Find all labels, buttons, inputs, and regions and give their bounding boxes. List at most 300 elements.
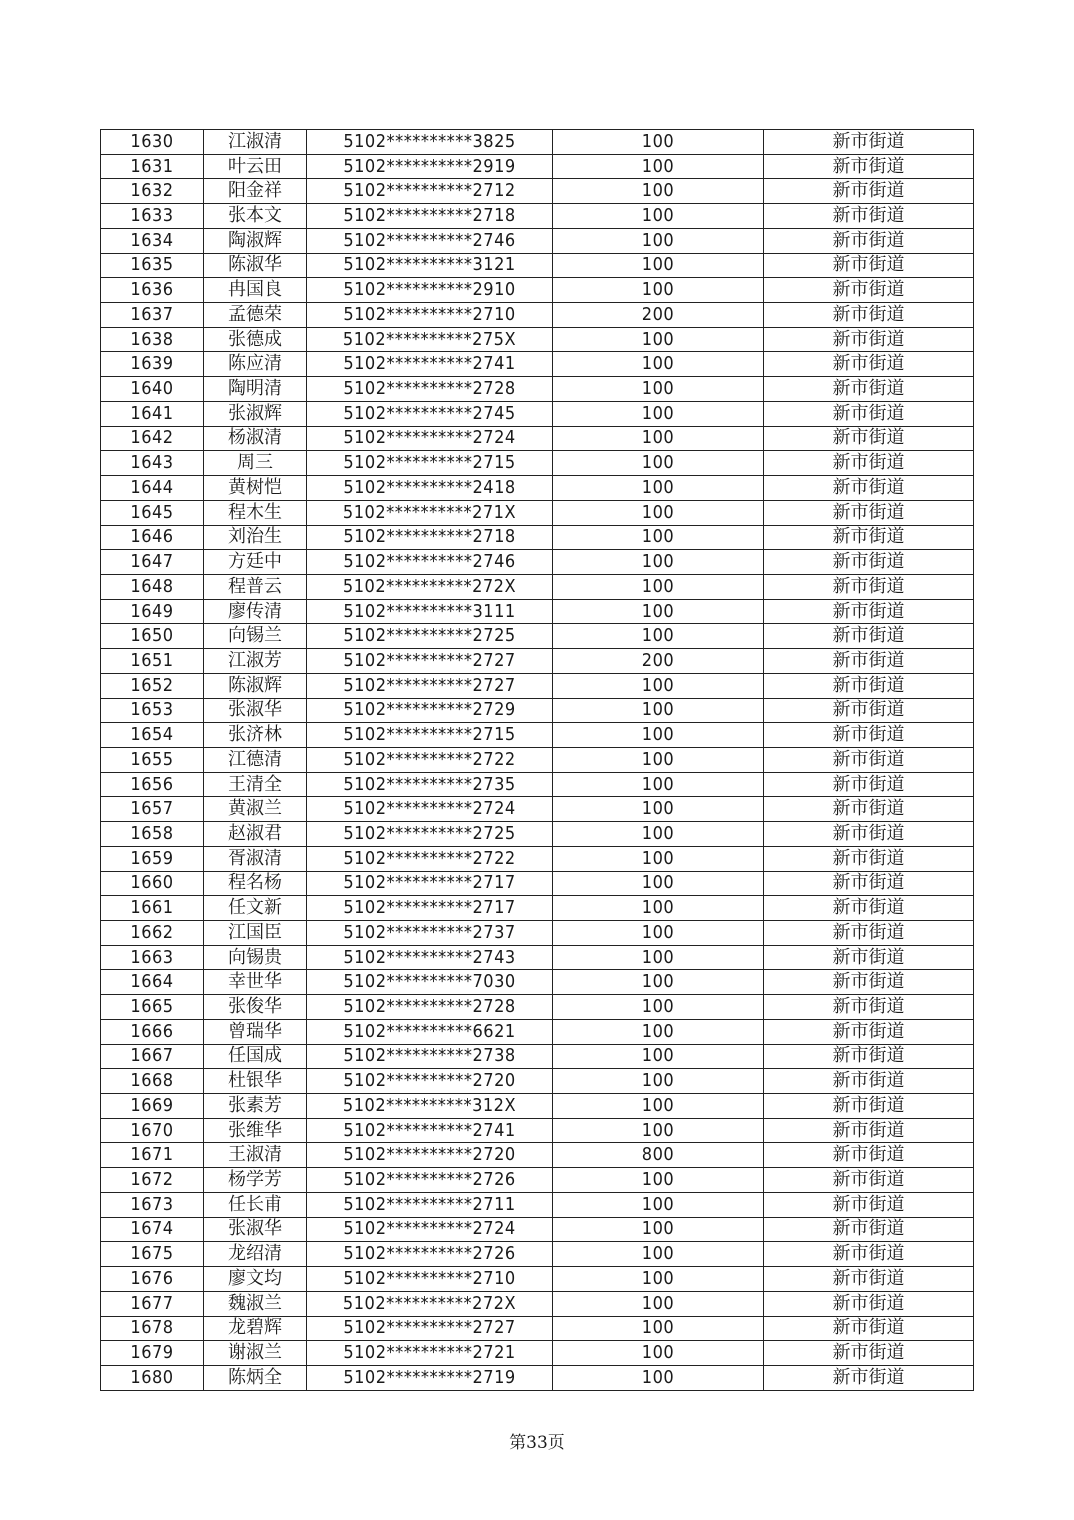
table-row bbox=[101, 1143, 974, 1168]
id-number-cell: 5102**********271X bbox=[307, 500, 553, 525]
street-cell: 新市街道 bbox=[764, 204, 974, 229]
street-cell: 新市街道 bbox=[764, 1069, 974, 1094]
amount-cell: 100 bbox=[553, 1168, 764, 1193]
serial-number-cell: 1635 bbox=[101, 253, 204, 278]
serial-number-cell: 1680 bbox=[101, 1365, 204, 1390]
amount-cell: 100 bbox=[553, 970, 764, 995]
street-cell: 新市街道 bbox=[764, 1143, 974, 1168]
amount-cell: 100 bbox=[553, 377, 764, 402]
serial-number-cell: 1652 bbox=[101, 673, 204, 698]
amount-cell: 100 bbox=[553, 1044, 764, 1069]
name-cell: 王淑清 bbox=[204, 1143, 307, 1168]
serial-number-cell: 1671 bbox=[101, 1143, 204, 1168]
street-cell: 新市街道 bbox=[764, 673, 974, 698]
table-row bbox=[101, 154, 974, 179]
street-cell: 新市街道 bbox=[764, 278, 974, 303]
name-cell: 陈应清 bbox=[204, 352, 307, 377]
table-row bbox=[101, 995, 974, 1020]
id-number-cell: 5102**********2726 bbox=[307, 1168, 553, 1193]
street-cell: 新市街道 bbox=[764, 1118, 974, 1143]
serial-number-cell: 1666 bbox=[101, 1019, 204, 1044]
amount-cell: 100 bbox=[553, 574, 764, 599]
amount-cell: 100 bbox=[553, 871, 764, 896]
serial-number-cell: 1665 bbox=[101, 995, 204, 1020]
amount-cell: 100 bbox=[553, 1291, 764, 1316]
street-cell: 新市街道 bbox=[764, 352, 974, 377]
amount-cell: 100 bbox=[553, 797, 764, 822]
serial-number-cell: 1636 bbox=[101, 278, 204, 303]
name-cell: 张济林 bbox=[204, 723, 307, 748]
id-number-cell: 5102**********2728 bbox=[307, 995, 553, 1020]
id-number-cell: 5102**********3825 bbox=[307, 130, 553, 155]
table-row bbox=[101, 1316, 974, 1341]
table-row bbox=[101, 352, 974, 377]
table-row bbox=[101, 1217, 974, 1242]
id-number-cell: 5102**********2722 bbox=[307, 747, 553, 772]
street-cell: 新市街道 bbox=[764, 426, 974, 451]
street-cell: 新市街道 bbox=[764, 574, 974, 599]
table-row bbox=[101, 1192, 974, 1217]
table-row bbox=[101, 1365, 974, 1390]
name-cell: 阳金祥 bbox=[204, 179, 307, 204]
street-cell: 新市街道 bbox=[764, 1267, 974, 1292]
street-cell: 新市街道 bbox=[764, 871, 974, 896]
id-number-cell: 5102**********7030 bbox=[307, 970, 553, 995]
table-row bbox=[101, 253, 974, 278]
serial-number-cell: 1663 bbox=[101, 945, 204, 970]
table-row bbox=[101, 1242, 974, 1267]
id-number-cell: 5102**********2715 bbox=[307, 723, 553, 748]
id-number-cell: 5102**********2418 bbox=[307, 476, 553, 501]
table-row bbox=[101, 550, 974, 575]
street-cell: 新市街道 bbox=[764, 303, 974, 328]
name-cell: 刘治生 bbox=[204, 525, 307, 550]
amount-cell: 100 bbox=[553, 698, 764, 723]
amount-cell: 100 bbox=[553, 253, 764, 278]
id-number-cell: 5102**********2725 bbox=[307, 822, 553, 847]
name-cell: 曾瑞华 bbox=[204, 1019, 307, 1044]
table-row bbox=[101, 500, 974, 525]
name-cell: 陶明清 bbox=[204, 377, 307, 402]
amount-cell: 100 bbox=[553, 1341, 764, 1366]
street-cell: 新市街道 bbox=[764, 698, 974, 723]
name-cell: 赵淑君 bbox=[204, 822, 307, 847]
street-cell: 新市街道 bbox=[764, 1044, 974, 1069]
subsidy-table bbox=[100, 129, 974, 1391]
table-row bbox=[101, 204, 974, 229]
name-cell: 周三 bbox=[204, 451, 307, 476]
name-cell: 张维华 bbox=[204, 1118, 307, 1143]
serial-number-cell: 1669 bbox=[101, 1094, 204, 1119]
amount-cell: 100 bbox=[553, 723, 764, 748]
name-cell: 程名杨 bbox=[204, 871, 307, 896]
street-cell: 新市街道 bbox=[764, 1316, 974, 1341]
serial-number-cell: 1633 bbox=[101, 204, 204, 229]
amount-cell: 100 bbox=[553, 822, 764, 847]
name-cell: 程普云 bbox=[204, 574, 307, 599]
id-number-cell: 5102**********2720 bbox=[307, 1069, 553, 1094]
id-number-cell: 5102**********275X bbox=[307, 327, 553, 352]
name-cell: 冉国良 bbox=[204, 278, 307, 303]
id-number-cell: 5102**********2741 bbox=[307, 352, 553, 377]
serial-number-cell: 1662 bbox=[101, 921, 204, 946]
serial-number-cell: 1640 bbox=[101, 377, 204, 402]
name-cell: 王清全 bbox=[204, 772, 307, 797]
name-cell: 胥淑清 bbox=[204, 846, 307, 871]
serial-number-cell: 1668 bbox=[101, 1069, 204, 1094]
id-number-cell: 5102**********2717 bbox=[307, 871, 553, 896]
id-number-cell: 5102**********2738 bbox=[307, 1044, 553, 1069]
table-row bbox=[101, 1267, 974, 1292]
name-cell: 张德成 bbox=[204, 327, 307, 352]
table-row bbox=[101, 476, 974, 501]
amount-cell: 100 bbox=[553, 747, 764, 772]
name-cell: 张本文 bbox=[204, 204, 307, 229]
serial-number-cell: 1673 bbox=[101, 1192, 204, 1217]
serial-number-cell: 1664 bbox=[101, 970, 204, 995]
table-row bbox=[101, 846, 974, 871]
name-cell: 陈淑华 bbox=[204, 253, 307, 278]
table-row bbox=[101, 179, 974, 204]
table-row bbox=[101, 649, 974, 674]
name-cell: 向锡贵 bbox=[204, 945, 307, 970]
street-cell: 新市街道 bbox=[764, 451, 974, 476]
serial-number-cell: 1650 bbox=[101, 624, 204, 649]
serial-number-cell: 1658 bbox=[101, 822, 204, 847]
table-row bbox=[101, 673, 974, 698]
amount-cell: 100 bbox=[553, 179, 764, 204]
id-number-cell: 5102**********2725 bbox=[307, 624, 553, 649]
table-row bbox=[101, 1019, 974, 1044]
amount-cell: 200 bbox=[553, 649, 764, 674]
id-number-cell: 5102**********2717 bbox=[307, 896, 553, 921]
street-cell: 新市街道 bbox=[764, 401, 974, 426]
street-cell: 新市街道 bbox=[764, 154, 974, 179]
amount-cell: 100 bbox=[553, 1217, 764, 1242]
id-number-cell: 5102**********2718 bbox=[307, 204, 553, 229]
id-number-cell: 5102**********312X bbox=[307, 1094, 553, 1119]
id-number-cell: 5102**********2728 bbox=[307, 377, 553, 402]
table-row bbox=[101, 896, 974, 921]
street-cell: 新市街道 bbox=[764, 179, 974, 204]
name-cell: 黄树恺 bbox=[204, 476, 307, 501]
serial-number-cell: 1642 bbox=[101, 426, 204, 451]
id-number-cell: 5102**********3121 bbox=[307, 253, 553, 278]
id-number-cell: 5102**********3111 bbox=[307, 599, 553, 624]
serial-number-cell: 1649 bbox=[101, 599, 204, 624]
id-number-cell: 5102**********2727 bbox=[307, 649, 553, 674]
name-cell: 龙绍清 bbox=[204, 1242, 307, 1267]
street-cell: 新市街道 bbox=[764, 476, 974, 501]
table-row bbox=[101, 1069, 974, 1094]
amount-cell: 100 bbox=[553, 154, 764, 179]
serial-number-cell: 1638 bbox=[101, 327, 204, 352]
amount-cell: 100 bbox=[553, 278, 764, 303]
table-row bbox=[101, 698, 974, 723]
table-row bbox=[101, 377, 974, 402]
table-row bbox=[101, 1291, 974, 1316]
table-row bbox=[101, 525, 974, 550]
name-cell: 黄淑兰 bbox=[204, 797, 307, 822]
serial-number-cell: 1678 bbox=[101, 1316, 204, 1341]
amount-cell: 100 bbox=[553, 130, 764, 155]
serial-number-cell: 1659 bbox=[101, 846, 204, 871]
id-number-cell: 5102**********2729 bbox=[307, 698, 553, 723]
serial-number-cell: 1655 bbox=[101, 747, 204, 772]
name-cell: 江国臣 bbox=[204, 921, 307, 946]
serial-number-cell: 1647 bbox=[101, 550, 204, 575]
table-row bbox=[101, 401, 974, 426]
amount-cell: 100 bbox=[553, 673, 764, 698]
table-row bbox=[101, 278, 974, 303]
table-row bbox=[101, 797, 974, 822]
table-row bbox=[101, 1044, 974, 1069]
serial-number-cell: 1634 bbox=[101, 228, 204, 253]
table-row bbox=[101, 451, 974, 476]
name-cell: 杨淑清 bbox=[204, 426, 307, 451]
name-cell: 陈炳全 bbox=[204, 1365, 307, 1390]
id-number-cell: 5102**********2710 bbox=[307, 303, 553, 328]
serial-number-cell: 1661 bbox=[101, 896, 204, 921]
street-cell: 新市街道 bbox=[764, 995, 974, 1020]
amount-cell: 100 bbox=[553, 624, 764, 649]
name-cell: 任文新 bbox=[204, 896, 307, 921]
table-row bbox=[101, 624, 974, 649]
amount-cell: 100 bbox=[553, 921, 764, 946]
serial-number-cell: 1675 bbox=[101, 1242, 204, 1267]
amount-cell: 100 bbox=[553, 525, 764, 550]
table-row bbox=[101, 723, 974, 748]
street-cell: 新市街道 bbox=[764, 1168, 974, 1193]
id-number-cell: 5102**********2745 bbox=[307, 401, 553, 426]
id-number-cell: 5102**********2711 bbox=[307, 1192, 553, 1217]
name-cell: 任长甫 bbox=[204, 1192, 307, 1217]
id-number-cell: 5102**********2721 bbox=[307, 1341, 553, 1366]
id-number-cell: 5102**********2724 bbox=[307, 797, 553, 822]
serial-number-cell: 1657 bbox=[101, 797, 204, 822]
amount-cell: 100 bbox=[553, 1242, 764, 1267]
id-number-cell: 5102**********2737 bbox=[307, 921, 553, 946]
street-cell: 新市街道 bbox=[764, 1291, 974, 1316]
amount-cell: 100 bbox=[553, 451, 764, 476]
amount-cell: 100 bbox=[553, 846, 764, 871]
name-cell: 陈淑辉 bbox=[204, 673, 307, 698]
name-cell: 魏淑兰 bbox=[204, 1291, 307, 1316]
table-row bbox=[101, 130, 974, 155]
street-cell: 新市街道 bbox=[764, 970, 974, 995]
name-cell: 任国成 bbox=[204, 1044, 307, 1069]
id-number-cell: 5102**********2718 bbox=[307, 525, 553, 550]
serial-number-cell: 1677 bbox=[101, 1291, 204, 1316]
id-number-cell: 5102**********2746 bbox=[307, 228, 553, 253]
amount-cell: 100 bbox=[553, 945, 764, 970]
id-number-cell: 5102**********2727 bbox=[307, 1316, 553, 1341]
street-cell: 新市街道 bbox=[764, 649, 974, 674]
name-cell: 龙碧辉 bbox=[204, 1316, 307, 1341]
street-cell: 新市街道 bbox=[764, 1094, 974, 1119]
table-body bbox=[101, 130, 974, 1391]
amount-cell: 100 bbox=[553, 352, 764, 377]
street-cell: 新市街道 bbox=[764, 130, 974, 155]
name-cell: 张淑华 bbox=[204, 1217, 307, 1242]
table-row bbox=[101, 303, 974, 328]
id-number-cell: 5102**********2710 bbox=[307, 1267, 553, 1292]
amount-cell: 100 bbox=[553, 896, 764, 921]
name-cell: 廖传清 bbox=[204, 599, 307, 624]
id-number-cell: 5102**********2743 bbox=[307, 945, 553, 970]
amount-cell: 100 bbox=[553, 550, 764, 575]
name-cell: 向锡兰 bbox=[204, 624, 307, 649]
table-row bbox=[101, 822, 974, 847]
id-number-cell: 5102**********2726 bbox=[307, 1242, 553, 1267]
serial-number-cell: 1653 bbox=[101, 698, 204, 723]
amount-cell: 100 bbox=[553, 500, 764, 525]
street-cell: 新市街道 bbox=[764, 1217, 974, 1242]
id-number-cell: 5102**********6621 bbox=[307, 1019, 553, 1044]
street-cell: 新市街道 bbox=[764, 1019, 974, 1044]
table-row bbox=[101, 871, 974, 896]
amount-cell: 100 bbox=[553, 1192, 764, 1217]
serial-number-cell: 1667 bbox=[101, 1044, 204, 1069]
id-number-cell: 5102**********2720 bbox=[307, 1143, 553, 1168]
name-cell: 程木生 bbox=[204, 500, 307, 525]
street-cell: 新市街道 bbox=[764, 500, 974, 525]
amount-cell: 100 bbox=[553, 1316, 764, 1341]
table-row bbox=[101, 921, 974, 946]
table-row bbox=[101, 599, 974, 624]
serial-number-cell: 1648 bbox=[101, 574, 204, 599]
serial-number-cell: 1679 bbox=[101, 1341, 204, 1366]
serial-number-cell: 1646 bbox=[101, 525, 204, 550]
name-cell: 张俊华 bbox=[204, 995, 307, 1020]
street-cell: 新市街道 bbox=[764, 797, 974, 822]
serial-number-cell: 1643 bbox=[101, 451, 204, 476]
serial-number-cell: 1670 bbox=[101, 1118, 204, 1143]
table-row bbox=[101, 228, 974, 253]
id-number-cell: 5102**********2741 bbox=[307, 1118, 553, 1143]
serial-number-cell: 1672 bbox=[101, 1168, 204, 1193]
serial-number-cell: 1644 bbox=[101, 476, 204, 501]
serial-number-cell: 1639 bbox=[101, 352, 204, 377]
page-number: 第33页 bbox=[509, 1433, 565, 1453]
id-number-cell: 5102**********2724 bbox=[307, 426, 553, 451]
id-number-cell: 5102**********2712 bbox=[307, 179, 553, 204]
street-cell: 新市街道 bbox=[764, 747, 974, 772]
name-cell: 叶云田 bbox=[204, 154, 307, 179]
table-row bbox=[101, 1118, 974, 1143]
name-cell: 方廷中 bbox=[204, 550, 307, 575]
street-cell: 新市街道 bbox=[764, 327, 974, 352]
serial-number-cell: 1641 bbox=[101, 401, 204, 426]
table-row bbox=[101, 945, 974, 970]
amount-cell: 100 bbox=[553, 204, 764, 229]
amount-cell: 100 bbox=[553, 401, 764, 426]
name-cell: 张淑辉 bbox=[204, 401, 307, 426]
table-row bbox=[101, 1094, 974, 1119]
name-cell: 张素芳 bbox=[204, 1094, 307, 1119]
name-cell: 廖文均 bbox=[204, 1267, 307, 1292]
street-cell: 新市街道 bbox=[764, 525, 974, 550]
id-number-cell: 5102**********2727 bbox=[307, 673, 553, 698]
name-cell: 孟德荣 bbox=[204, 303, 307, 328]
serial-number-cell: 1656 bbox=[101, 772, 204, 797]
serial-number-cell: 1632 bbox=[101, 179, 204, 204]
name-cell: 江德清 bbox=[204, 747, 307, 772]
amount-cell: 100 bbox=[553, 772, 764, 797]
street-cell: 新市街道 bbox=[764, 896, 974, 921]
amount-cell: 100 bbox=[553, 426, 764, 451]
serial-number-cell: 1651 bbox=[101, 649, 204, 674]
amount-cell: 100 bbox=[553, 1118, 764, 1143]
serial-number-cell: 1631 bbox=[101, 154, 204, 179]
serial-number-cell: 1637 bbox=[101, 303, 204, 328]
serial-number-cell: 1654 bbox=[101, 723, 204, 748]
amount-cell: 100 bbox=[553, 327, 764, 352]
id-number-cell: 5102**********272X bbox=[307, 1291, 553, 1316]
id-number-cell: 5102**********2715 bbox=[307, 451, 553, 476]
serial-number-cell: 1630 bbox=[101, 130, 204, 155]
table-row bbox=[101, 327, 974, 352]
id-number-cell: 5102**********2919 bbox=[307, 154, 553, 179]
street-cell: 新市街道 bbox=[764, 624, 974, 649]
amount-cell: 800 bbox=[553, 1143, 764, 1168]
street-cell: 新市街道 bbox=[764, 822, 974, 847]
name-cell: 谢淑兰 bbox=[204, 1341, 307, 1366]
table-row bbox=[101, 1168, 974, 1193]
name-cell: 江淑清 bbox=[204, 130, 307, 155]
name-cell: 张淑华 bbox=[204, 698, 307, 723]
serial-number-cell: 1676 bbox=[101, 1267, 204, 1292]
id-number-cell: 5102**********2724 bbox=[307, 1217, 553, 1242]
street-cell: 新市街道 bbox=[764, 846, 974, 871]
street-cell: 新市街道 bbox=[764, 1365, 974, 1390]
street-cell: 新市街道 bbox=[764, 1341, 974, 1366]
amount-cell: 100 bbox=[553, 1267, 764, 1292]
amount-cell: 100 bbox=[553, 228, 764, 253]
table-row bbox=[101, 970, 974, 995]
street-cell: 新市街道 bbox=[764, 599, 974, 624]
amount-cell: 100 bbox=[553, 1094, 764, 1119]
id-number-cell: 5102**********2735 bbox=[307, 772, 553, 797]
street-cell: 新市街道 bbox=[764, 772, 974, 797]
amount-cell: 100 bbox=[553, 995, 764, 1020]
id-number-cell: 5102**********2910 bbox=[307, 278, 553, 303]
street-cell: 新市街道 bbox=[764, 1242, 974, 1267]
serial-number-cell: 1645 bbox=[101, 500, 204, 525]
table-row bbox=[101, 1341, 974, 1366]
amount-cell: 200 bbox=[553, 303, 764, 328]
amount-cell: 100 bbox=[553, 476, 764, 501]
street-cell: 新市街道 bbox=[764, 550, 974, 575]
name-cell: 杜银华 bbox=[204, 1069, 307, 1094]
table-row bbox=[101, 574, 974, 599]
table-row bbox=[101, 772, 974, 797]
name-cell: 陶淑辉 bbox=[204, 228, 307, 253]
amount-cell: 100 bbox=[553, 599, 764, 624]
name-cell: 杨学芳 bbox=[204, 1168, 307, 1193]
table-row bbox=[101, 747, 974, 772]
id-number-cell: 5102**********2746 bbox=[307, 550, 553, 575]
street-cell: 新市街道 bbox=[764, 377, 974, 402]
street-cell: 新市街道 bbox=[764, 253, 974, 278]
street-cell: 新市街道 bbox=[764, 945, 974, 970]
street-cell: 新市街道 bbox=[764, 1192, 974, 1217]
table-row bbox=[101, 426, 974, 451]
serial-number-cell: 1674 bbox=[101, 1217, 204, 1242]
amount-cell: 100 bbox=[553, 1019, 764, 1044]
serial-number-cell: 1660 bbox=[101, 871, 204, 896]
street-cell: 新市街道 bbox=[764, 921, 974, 946]
